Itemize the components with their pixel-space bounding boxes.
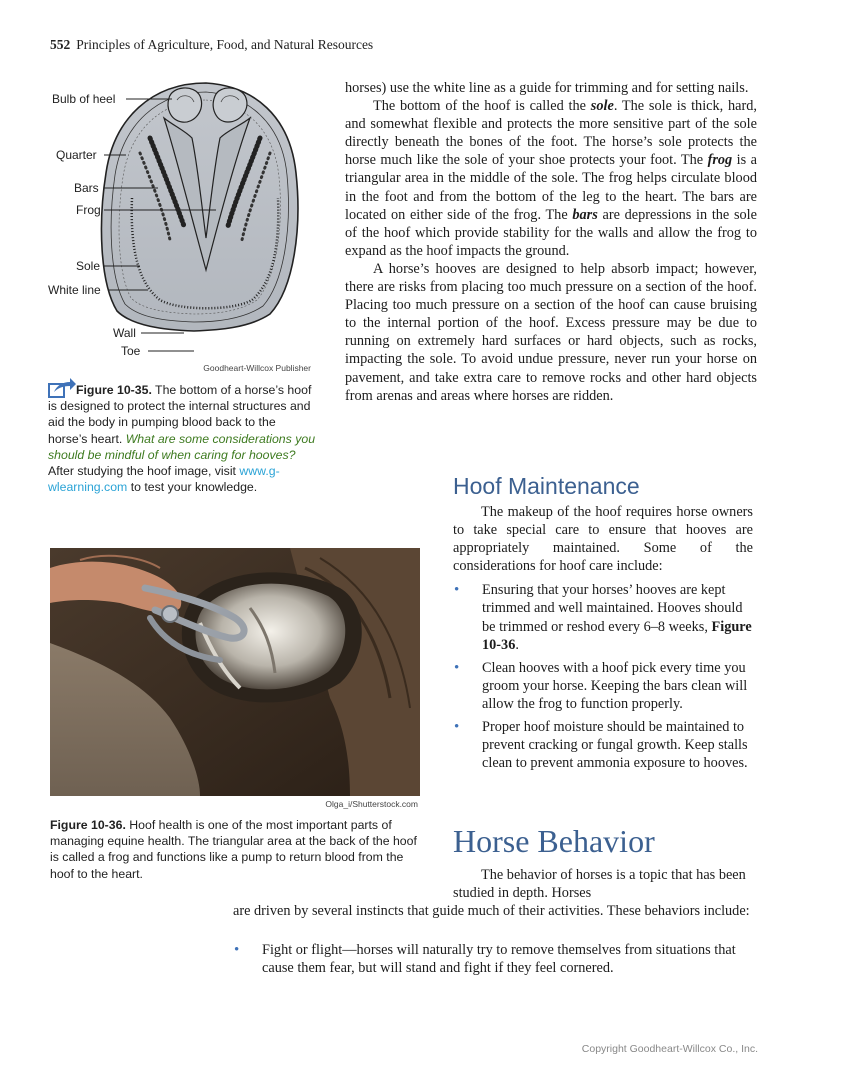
running-header — [50, 37, 373, 53]
g-wlearning-link[interactable]: www.g-wlearning.com — [48, 464, 280, 495]
book-title: Principles of Agriculture, Food, and Natural Resources — [76, 37, 374, 52]
horse-behavior-intro: The behavior of horses is a topic that has been studied in depth. Horses — [453, 867, 746, 902]
label-white-line: White line — [48, 283, 101, 297]
paragraph-sole-frog-bars — [345, 97, 757, 260]
figure-10-36-reference: Figure 10-36 — [482, 618, 752, 653]
hoof-care-item-1-end: . — [515, 636, 519, 653]
bullet-icon: • — [454, 719, 460, 736]
list-item — [453, 581, 753, 653]
figure-35-question: What are some considerations you should be mindful of when caring for hooves? — [48, 431, 316, 462]
list-item — [233, 941, 753, 977]
label-sole: Sole — [76, 259, 101, 273]
sole-text-c: is a triangular area in the middle of the sole. The frog helps circulate blood in the foot and from the bottom of the leg to the heart. The bars are located on either side of the frog. The — [345, 152, 757, 223]
page-number: 552 — [50, 37, 71, 52]
hoof-maintenance-intro: The makeup of the hoof requires horse owners to take special care to ensure that hooves are appropriately maintained. Some of the considerations for hoof care include: — [453, 504, 753, 575]
paragraph-white-line: horses) use the white line as a guide for trimming and for setting nails. — [345, 80, 749, 96]
keyword-sole: sole — [590, 98, 614, 115]
keyword-bars: bars — [572, 206, 598, 223]
figure-35-caption-text: The bottom of a horse’s hoof is designed to protect the internal structures and aid the body in pumping blood back to the horse’s heart. — [48, 383, 312, 446]
label-bulb-of-heel: Bulb of heel — [52, 92, 116, 106]
bullet-icon: • — [454, 582, 460, 599]
sole-text-a: The bottom of the hoof is called the — [373, 98, 591, 115]
figure-36-caption-text: Hoof health is one of the most important parts of managing equine health. The triangular area at the back of the hoof is called a frog and functions like a pump to return blood from the hoof to the heart. — [50, 818, 417, 881]
horse-behavior-continued: are driven by several instincts that guide much of their activities. These behaviors include: — [233, 903, 750, 919]
sole-text-b: . The sole is thick, hard, and somewhat flexible and protects the more sensitive part of the sole directly beneath the bones of the foot. The horse’s sole protects the horse much like the sole of your shoe protects your foot. The — [345, 98, 758, 169]
hoof-care-item-2-text: Clean hooves with a hoof pick every time you groom your horse. Keeping the bars clean will allow the frog to function properly. — [482, 659, 748, 712]
figure-35-caption-end: to test your knowledge. — [127, 480, 258, 495]
body-text-column — [345, 79, 757, 405]
hoof-diagram — [44, 78, 328, 378]
hoof-care-item-3-text: Proper hoof moisture should be maintained to prevent cracking or fungal growth. Keep stalls clean to prevent ammonia exposure to hooves. — [482, 719, 748, 772]
farrier-trimming-photo — [50, 548, 420, 796]
figure-35-caption — [48, 378, 316, 495]
copyright-footer: Copyright Goodheart-Willcox Co., Inc. — [581, 1043, 758, 1055]
keyword-frog: frog — [707, 152, 733, 169]
hoof-care-list — [453, 581, 753, 772]
figure-36-caption — [50, 817, 420, 882]
paragraph-impact: A horse’s hooves are designed to help absorb impact; however, there are risks from placing too much pressure on a section of the hoof. Placing too much pressure on a section of the hoof can cause bruising to the internal portion of the hoof. Excess pressure may be due to running on extremely hard surfaces or hard objects, such as rocks, impacting the sole. To avoid undue pressure, never run your horse on pavement, and take extra care to remove rocks and other hard objects from arenas and areas where horses are ridden. — [345, 260, 757, 404]
list-item — [453, 718, 753, 772]
label-wall: Wall — [113, 326, 136, 340]
label-toe: Toe — [121, 344, 141, 358]
bullet-icon: • — [454, 659, 460, 676]
hoof-maintenance-section — [453, 503, 753, 777]
label-quarter: Quarter — [56, 148, 97, 162]
figure-35-label: Figure 10-35. — [76, 383, 152, 397]
horse-behavior-heading: Horse Behavior — [453, 823, 655, 859]
behavior-bullets — [233, 941, 753, 977]
figure-36-label: Figure 10-36. — [50, 818, 126, 832]
figure-36-credit: Olga_i/Shutterstock.com — [325, 799, 418, 809]
behavior-list — [233, 941, 753, 982]
hoof-maintenance-heading: Hoof Maintenance — [453, 473, 640, 499]
behavior-item-1-text: Fight or flight—horses will naturally try to remove themselves from situations that cause them fear, but will stand and fight if they feel cornered. — [262, 942, 736, 977]
sole-text-d: are depressions in the sole of the hoof which provide stability for the walls and allow the frog to expand as the hoof impacts the ground. — [345, 206, 757, 259]
hoof-care-item-1-text: Ensuring that your horses’ hooves are kept trimmed and well maintained. Hooves should be trimmed or reshod every 6–8 weeks, — [482, 582, 743, 635]
label-frog: Frog — [76, 203, 101, 217]
label-bars: Bars — [74, 181, 99, 195]
figure-35-caption-after: After studying the hoof image, visit — [48, 464, 240, 479]
external-link-icon — [48, 378, 76, 398]
bullet-icon: • — [234, 942, 240, 958]
figure-35-credit: Goodheart-Willcox Publisher — [203, 363, 311, 373]
list-item — [453, 659, 753, 713]
